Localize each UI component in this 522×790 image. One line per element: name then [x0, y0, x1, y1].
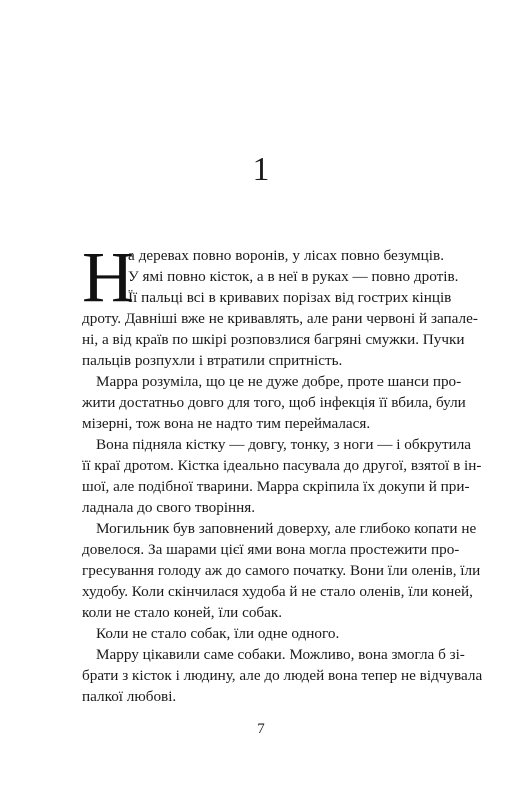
text-line: Марра розуміла, що це не дуже добре, проте шанси про- — [96, 373, 462, 390]
text-line: палкої любові. — [82, 688, 177, 705]
text-line: худобу. Коли скінчилася худоба й не стало оленів, їли коней, — [82, 583, 473, 600]
text-line: жити достатньо довго для того, щоб інфекція її вбила, були — [82, 394, 466, 411]
text-line: шої, але подібної тварини. Марра скріпила їх докупи й при- — [82, 478, 470, 495]
text-line: Могильник був заповнений доверху, але глибоко копати не — [96, 520, 477, 537]
paragraph-1 — [82, 237, 478, 371]
paragraph-2 — [82, 371, 466, 434]
body-text — [82, 237, 483, 707]
text-line: ладнала до свого творіння. — [82, 499, 256, 516]
text-line: гресування голоду аж до самого початку. Вони їли оленів, їли — [82, 562, 481, 579]
text-line: пальців розпухли і втратили спритність. — [82, 352, 343, 369]
page-number: 7 — [257, 721, 265, 737]
paragraph-3 — [82, 434, 482, 518]
text-line: Марру цікавили саме собаки. Можливо, вона змогла б зі- — [96, 646, 465, 663]
text-line: брати з кісток і людину, але до людей вона тепер не відчувала — [82, 667, 483, 684]
paragraph-6 — [82, 644, 483, 707]
text-line: довелося. За шарами цієї ями вона могла простежити про- — [82, 541, 460, 558]
text-line: У ямі повно кісток, а в неї в руках — повно дротів. — [128, 268, 459, 285]
text-line: а деревах повно воронів, у лісах повно безумців. — [128, 247, 444, 264]
chapter-number: 1 — [252, 151, 270, 188]
text-line: коли не стало коней, їли собак. — [82, 604, 283, 621]
paragraph-4 — [82, 518, 481, 623]
text-line: ні, а від країв по шкірі розповзлися багряні смужки. Пучки — [82, 331, 465, 348]
text-line: Коли не стало собак, їли одне одного. — [96, 625, 340, 642]
text-line: її краї дротом. Кістка ідеально пасувала до другої, взятої в ін- — [82, 457, 482, 474]
text-line: мізерні, тож вона не надто тим переймалася. — [82, 415, 371, 432]
paragraph-5 — [82, 623, 444, 644]
text-line: дроту. Давніші вже не кривавлять, але рани червоні й запале- — [82, 310, 478, 327]
text-line: Вона підняла кістку — довгу, тонку, з ноги — і обкрутила — [96, 436, 472, 453]
drop-cap: Н — [82, 237, 134, 317]
text-line: Її пальці всі в кривавих порізах від гострих кінців — [128, 289, 452, 306]
